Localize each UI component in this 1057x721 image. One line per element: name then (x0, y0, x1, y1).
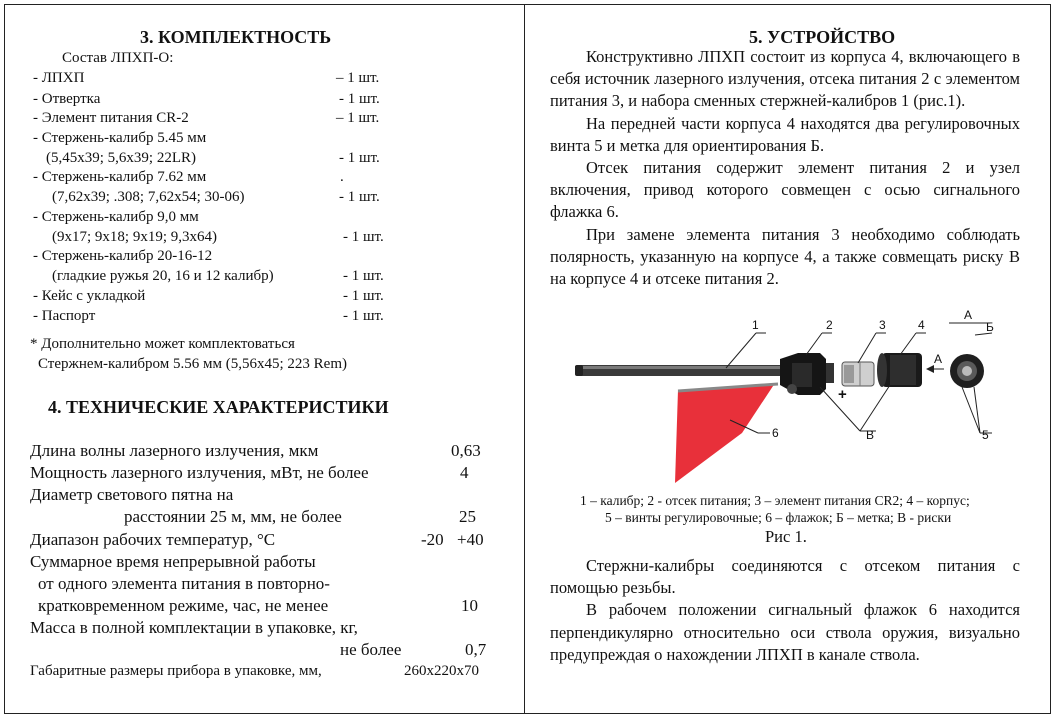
composition-label: Состав ЛПХП-О: (62, 50, 174, 66)
label-3: 3 (879, 318, 886, 332)
paragraph: При замене элемента питания 3 необходимо соблюдать полярность, указанную на корпусе 4, а также совмещать риску В на корпусе 4 и отсеке питания 2. (550, 224, 1020, 289)
label-2: 2 (826, 318, 833, 332)
label-1: 1 (752, 318, 759, 332)
spec-label: Габаритные размеры прибора в упаковке, мм, (30, 663, 322, 679)
section-3-title: 3. КОМПЛЕКТНОСТЬ (140, 27, 332, 47)
item-name: (5,45х39; 5,6х39; 22LR) (46, 150, 196, 166)
item-name: (7,62х39; .308; 7,62х54; 30-06) (52, 189, 245, 205)
spec-label: Длина волны лазерного излучения, мкм (30, 441, 319, 460)
spec-label: Диапазон рабочих температур, °С (30, 530, 276, 549)
spec-value: 0,7 (465, 640, 487, 659)
spec-value: 10 (461, 596, 478, 615)
text-block-bottom (550, 555, 1020, 666)
figure-caption: 1 – калибр; 2 - отсек питания; 3 – элемент питания CR2; 4 – корпус; (580, 493, 970, 508)
item-name: - Стержень-калибр 9,0 мм (33, 209, 199, 225)
column-divider (524, 4, 525, 714)
label-plus: + (838, 386, 847, 403)
paragraph: В рабочем положении сигнальный флажок 6 находится перпендикулярно относительно оси ствола оружия, визуально предупреждая о нахождении ЛПХП в канале ствола. (550, 600, 1020, 664)
paragraph: На передней части корпуса 4 находятся два регулировочных винта 5 и метка для ориентирования Б. (550, 113, 1020, 155)
item-qty: - 1 шт. (343, 268, 384, 284)
label-6: 6 (772, 426, 779, 440)
label-a-arrow: А (934, 352, 943, 366)
item-qty: - 1 шт. (343, 308, 384, 324)
paragraph: Отсек питания содержит элемент питания 2 и узел включения, привод которого совмещен с осью сигнального флажка 6. (550, 158, 1020, 222)
item-qty: - 1 шт. (343, 229, 384, 245)
item-name: - Стержень-калибр 7.62 мм (33, 169, 207, 185)
text-block-top (550, 46, 1020, 290)
section-5-title: 5. УСТРОЙСТВО (749, 27, 896, 47)
item-name: - ЛПХП (33, 70, 85, 86)
spec-label: не более (340, 640, 402, 659)
note-line: * Дополнительно может комплектоваться (30, 336, 295, 352)
item-name: - Отвертка (33, 91, 101, 107)
label-b: Б (986, 320, 994, 334)
spec-value: -20 (421, 530, 444, 549)
spec-value: 260х220х70 (404, 663, 479, 679)
spec-label: кратковременном режиме, час, не менее (38, 596, 329, 615)
spec-label: Диаметр светового пятна на (30, 485, 234, 504)
section-4-title: 4. ТЕХНИЧЕСКИЕ ХАРАКТЕРИСТИКИ (48, 397, 389, 417)
device-figure (530, 305, 1050, 495)
item-name: (9х17; 9х18; 9х19; 9,3х64) (52, 229, 217, 245)
item-name: - Стержень-калибр 20-16-12 (33, 248, 213, 264)
spec-value: +40 (457, 530, 484, 549)
spec-label: Суммарное время непрерывной работы (30, 552, 316, 571)
spec-value: 0,63 (451, 441, 481, 460)
item-name: - Стержень-калибр 5.45 мм (33, 130, 207, 146)
item-qty: . (340, 169, 344, 185)
spec-value: 4 (460, 463, 469, 482)
spec-label: Масса в полной комплектации в упаковке, кг, (30, 618, 358, 637)
figure-caption: 5 – винты регулировочные; 6 – флажок; Б – метка; В - риски (605, 510, 952, 525)
label-5: 5 (982, 428, 989, 442)
figure-title: Рис 1. (765, 527, 807, 546)
item-qty: – 1 шт. (336, 110, 380, 126)
spec-label: Мощность лазерного излучения, мВт, не более (30, 463, 369, 482)
item-qty: - 1 шт. (339, 150, 380, 166)
note-line: Стержнем-калибром 5.56 мм (5,56х45; 223 Rem) (38, 356, 347, 372)
item-name: (гладкие ружья 20, 16 и 12 калибр) (52, 268, 274, 284)
item-qty: - 1 шт. (339, 189, 380, 205)
item-name: - Кейс с укладкой (33, 288, 146, 304)
item-name: - Элемент питания CR-2 (33, 110, 189, 126)
item-name: - Паспорт (33, 308, 96, 324)
spec-value: 25 (459, 507, 476, 526)
label-v: В (866, 428, 875, 442)
paragraph: Конструктивно ЛПХП состоит из корпуса 4, включающего в себя источник лазерного излучения, отсека питания 2 с элементом питания 3, и набора сменных стержней-калибров 1 (рис.1). (550, 47, 1020, 111)
paragraph: Стержни-калибры соединяются с отсеком питания с помощью резьбы. (550, 556, 1020, 598)
item-qty: – 1 шт. (336, 70, 380, 86)
label-a-top: А (964, 308, 973, 322)
spec-label: от одного элемента питания в повторно- (38, 574, 330, 593)
item-qty: - 1 шт. (339, 91, 380, 107)
label-4: 4 (918, 318, 925, 332)
item-qty: - 1 шт. (343, 288, 384, 304)
spec-label: расстоянии 25 м, мм, не более (124, 507, 342, 526)
